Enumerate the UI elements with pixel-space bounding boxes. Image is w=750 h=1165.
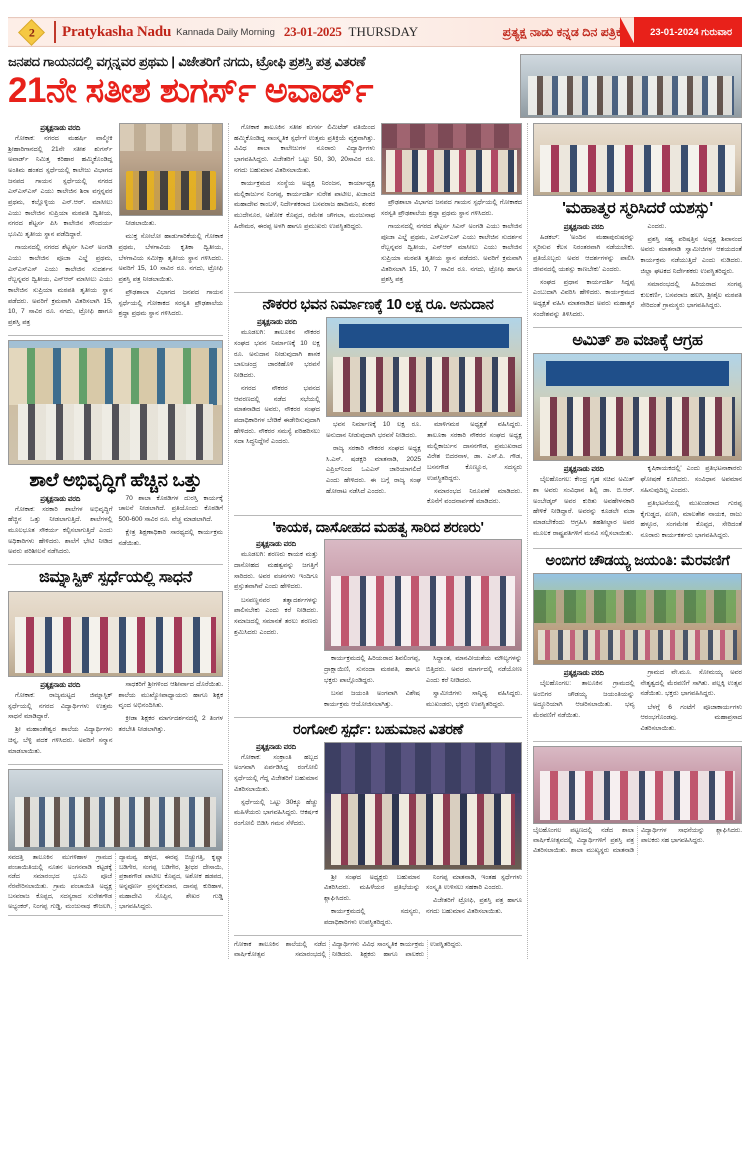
- newspaper-page: [0, 17, 750, 1165]
- right-low-col2: ಗ್ರಾಮದ ವೇ.ಮೂ. ಸೋಮಯ್ಯ ಅವರ ನೇತೃತ್ವದಲ್ಲಿ ಮೆರವಣಿಗೆ ಸಾಗಿತು. ಪಲ್ಲಕ್ಕಿ ಉತ್ಸವ ನಡೆಯಿತು. ಭಕ್ತರು ಭಾಗವಹಿಸಿದ್ದರು. ಬೆಳಗ್ಗೆ 6 ಗಂಟೆಗೆ ಪೂಜಾಕಾರ್ಯಗಳು ಆರಂಭಗೊಂಡವು. ಮಹಾಪ್ರಸಾದ ವಿತರಿಸಲಾಯಿತು.: [640, 668, 742, 732]
- mid-low-col2: ಶ್ರೀ ಸಂಘದ ಅಧ್ಯಕ್ಷರು ಬಹುಮಾನ ವಿತರಿಸಿದರು. ಮಹಿಳೆಯರ ಪ್ರತಿಭೆಯನ್ನು ಶ್ಲಾಘಿಸಿದರು. ಕಾರ್ಯಕ್ರಮದಲ್ಲಿ ಸದಸ್ಯರು, ಪದಾಧಿಕಾರಿಗಳು ಉಪಸ್ಥಿತರಿದ್ದರು.: [324, 873, 420, 926]
- mid-left-byline: ಪ್ರತ್ಯಕ್ಷನಾಡು ವರದಿ: [256, 319, 298, 327]
- middle-column: [228, 123, 528, 959]
- lead-kicker: ಜನಪದ ಗಾಯನದಲ್ಲಿ ವಗ್ಗನ್ನವರ ಪ್ರಥಮ | ವಿಜೇತರಿಗೆ ನಗದು, ಟ್ರೋಫಿ ಪ್ರಶಸ್ತಿ ಪತ್ರ ವಿತರಣೆ: [8, 54, 366, 69]
- right-top-byline: ಪ್ರತ್ಯಕ್ಷನಾಡು ವರದಿ: [563, 223, 604, 231]
- main-content: [8, 123, 742, 959]
- left-low-headline: ಜಿಮ್ನಾಸ್ಟಿಕ್ ಸ್ಪರ್ಧೆಯಲ್ಲಿ ಸಾಧನೆ: [38, 569, 193, 587]
- mid-left-col3: ಮಾಳಿಗಮಠ ಅಧ್ಯಕ್ಷತೆ ವಹಿಸಿದ್ದರು. ತಾಲೂಕಾ ಸರಕಾರಿ ನೌಕರರ ಸಂಘದ ಅಧ್ಯಕ್ಷ ಮಲ್ಲಿಕಾರ್ಜುನ ದಾಸನಗೌಡ, ಪ್ರಮುಖರಾದ ವಿರೇಶ ಬಿದರನಾಳ, ಡಾ. ಎಸ್.ಪಿ. ಗೌಡ, ಬಸನಗೌಡ ಕೊಣ್ಣೂರ, ಸದಸ್ಯರು ಉಪಸ್ಥಿತರಿದ್ದರು. ಸಮಾರಂಭದ ನಿರೂಪಣೆ ಮಾಡಿದರು. ಕೊನೆಗೆ ವಂದನಾರ್ಪಣೆ ಮಾಡಿದರು.: [427, 421, 522, 506]
- lead-secondary-photo: [381, 123, 522, 195]
- right-low-col1: ಬೈಲಹೊಂಗಲ: ತಾಲೂಕಿನ ಗ್ರಾಮದಲ್ಲಿ ಅಂಬಿಗರ ಚೌಡಯ್ಯ ಜಯಂತಿಯನ್ನು ಅದ್ಧೂರಿಯಾಗಿ ಆಚರಿಸಲಾಯಿತು. ಭವ್ಯ ಮೆರವಣಿಗೆ ನಡೆಯಿತು.: [533, 679, 635, 719]
- paper-title: Pratykasha Nadu: [62, 23, 172, 40]
- procession-photo: [533, 573, 742, 665]
- school-visit-photo: [8, 340, 223, 465]
- sharana-ceremony-photo: [324, 539, 522, 651]
- group-felicitation-photo: [533, 123, 742, 196]
- lead-story-col3b: ಪ್ರೌಢಶಾಲಾ ವಿಭಾಗದ ಜನಪದ ಗಾಯನ ಸ್ಪರ್ಧೆಯಲ್ಲಿ ಗೋಕಾಕದ ಸರಸ್ವತಿ ಪ್ರೌಢಶಾಲೆಯ ಶ್ರದ್ಧಾ ಪ್ರಥಮ ಸ್ಥಾನ ಗಳಿಸಿದರು. ಗಾಯನದಲ್ಲಿ ನಗರದ ಶೆಟ್ಟರ್ಸ ಸಿಎನ್ ಅಂಗಡಿ ಎಯು ಕಾಲೇಜಿನ ಪೂಜಾ ಎಲ್ಡೆ ಪ್ರಥಮ, ಎಸ್ಎಸ್ಎಸ್ ಎಯು ಕಾಲೇಜಿನ ಸುದರ್ಶನ ರೆಬ್ಬನ್ನವರ ದ್ವಿತೀಯ, ಎನ್ಆರ್ ಮಾಸೀಲು ಎಯು ಕಾಲೇಜಿನ ಸುಪ್ರಿಯಾ ಮಠಪತಿ ತೃತೀಯ ಸ್ಥಾನ ಪಡೆದರು. ಅವರಿಗೆ ಕ್ರಮವಾಗಿ ವಿತರಿಸಲಾಗಿ 15, 10, 7 ಸಾವಿರ ರೂ. ನಗದು, ಟ್ರೋಫಿ ಹಾಗೂ ಪ್ರಶಸ್ತಿ ಪತ್ರ: [381, 199, 522, 284]
- mid-low-byline: ಪ್ರತ್ಯಕ್ಷನಾಡು ವರದಿ: [255, 743, 297, 751]
- right-mid-col1: ಬೈಲಹೊಂಗಲ: ಕೇಂದ್ರ ಗೃಹ ಸಚಿವ ಅಮಿತ್ ಶಾ ಅವರು ಸಂವಿಧಾನ ಶಿಲ್ಪಿ ಡಾ. ಬಿ.ಆರ್. ಅಂಬೇಡ್ಕರ್ ಅವರ ಕುರಿತು ಅವಹೇಳನಕಾರಿ ಹೇಳಿಕೆ ನೀಡಿದ್ದಾರೆ. ಅವರನ್ನು ಕೂಡಲೇ ವಜಾ ಮಾಡಬೇಕೆಂದು ಆಗ್ರಹಿಸಿ ತಹಶೀಲ್ದಾರ ಅವರ ಮೂಲಕ ರಾಷ್ಟ್ರಪತಿಗಳಿಗೆ ಮನವಿ ಸಲ್ಲಿಸಲಾಯಿತು.: [533, 476, 635, 537]
- mid-mid-byline: ಪ್ರತ್ಯಕ್ಷನಾಡು ವರದಿ: [255, 541, 297, 549]
- mid-mid-col1: ಮೂಡಲಗಿ: ಶರಣರು ಕಾಯಕ ಮತ್ತು ದಾಸೋಹದ ಮಹತ್ವವನ್ನು ಜಗತ್ತಿಗೆ ಸಾರಿದರು. ಅವರ ವಚನಗಳು ಇಂದಿಗೂ ಪ್ರಸ್ತುತವಾಗಿವೆ ಎಂದು ಹೇಳಿದರು. ಬಸವಣ್ಣನವರ ತತ್ವಾದರ್ಶಗಳನ್ನು ಪಾಲಿಸಬೇಕು ಎಂದು ಕರೆ ನೀಡಿದರು. ಸಮಾಜದಲ್ಲಿ ಸಮಾನತೆ ತರಲು ಶರಣರು ಶ್ರಮಿಸಿದರು ಎಂದರು.: [234, 551, 318, 636]
- mid-left-col1: ಮೂಡಲಗಿ: ತಾಲೂಕಿನ ನೌಕರರ ಸಂಘದ ಭವನ ನಿರ್ಮಾಣಕ್ಕೆ 10 ಲಕ್ಷ ರೂ. ಅನುದಾನ ನೀಡುವುದಾಗಿ ಶಾಸಕ ಬಾಲಚಂದ್ರ ಜಾರಕಿಹೊಳಿ ಭರವಸೆ ನೀಡಿದರು. ನಗರದ ನೌಕರರ ಭವನದ ಆವರಣದಲ್ಲಿ ನಡೆದ ಸಭೆಯಲ್ಲಿ ಮಾತನಾಡಿದ ಅವರು, ನೌಕರರ ಸಂಘದ ಪದಾಧಿಕಾರಿಗಳ ಬೇಡಿಕೆ ಈಡೇರಿಸುವುದಾಗಿ ಹೇಳಿದರು. ನೌಕರರ ಸಮಸ್ಯೆ ಪರಿಹರಿಸಲು ಸದಾ ಸಿದ್ಧನಿದ್ದೇನೆ ಎಂದರು.: [234, 329, 320, 446]
- logo-number: 2: [28, 24, 34, 39]
- gymnastics-award-photo: [8, 591, 223, 677]
- mid-low-col1: ಗೋಕಾಕ: ಸಂಕ್ರಾಂತಿ ಹಬ್ಬದ ಅಂಗವಾಗಿ ಏರ್ಪಡಿಸಿದ್ದ ರಂಗೋಲಿ ಸ್ಪರ್ಧೆಯಲ್ಲಿ ಗೆದ್ದ ವಿಜೇತರಿಗೆ ಬಹುಮಾನ ವಿತರಿಸಲಾಯಿತು. ಸ್ಪರ್ಧೆಯಲ್ಲಿ ಒಟ್ಟು 30ಕ್ಕೂ ಹೆಚ್ಚು ಮಹಿಳೆಯರು ಭಾಗವಹಿಸಿದ್ದರು. ಆಕರ್ಷಕ ರಂಗೋಲಿ ಬಿಡಿಸಿ ಗಮನ ಸೆಳೆದರು.: [234, 753, 318, 828]
- right-top-col2: ಎಂದರು. ಪ್ರಶಸ್ತಿ ಸಹ್ಯ ಪರಿಷತ್ತಿನ ಅಧ್ಯಕ್ಷ ಶಿವಾನಂದ ಅವರು ಮಾತನಾಡಿ ಸ್ವಾಮೀಜಿಗಳ ಆಶಯದಂತೆ ಕಾರ್ಯಕ್ರಮ ನಡೆಯುತ್ತಿದೆ ಎಂದು ನುಡಿದರು. ಜಿಲ್ಲಾ ಘಟಕದ ನಿರ್ದೇಶಕರು ಉಪಸ್ಥಿತರಿದ್ದರು. ಸಮಾರಂಭದಲ್ಲಿ ಹಿರಿಯರಾದ ಸಂಗಪ್ಪ ಕುಲಕರ್ಣಿ, ಬಸವರಾಜ ಹಲಗಿ, ಶ್ರೀಶೈಲ ಮಠಪತಿ ಸೇರಿದಂತೆ ಗ್ರಾಮಸ್ಥರು ಭಾಗವಹಿಸಿದ್ದರು.: [640, 222, 742, 310]
- lead-story-col2: ನೀಡಲಾಯಿತು. ಮುಕ್ತ ಸೋಲೋ ಹಾಡುಗಾರಿಕೆಯಲ್ಲಿ ಗೋಕಾಕ ಪ್ರಥಮ, ಬೆಳಗಾವಿಯ ಕೃತಿಕಾ ದ್ವಿತೀಯ, ಬೆಳಗಾವಿಯ ಸಮೀಕ್ಷಾ ತೃತೀಯ ಸ್ಥಾನ ಗಳಿಸಿದರು. ಅವರಿಗೆ 15, 10 ಸಾವಿರ ರೂ. ನಗದು, ಟ್ರೋಫಿ ಪ್ರಶಸ್ತಿ ಪತ್ರ ನೀಡಲಾಯಿತು. ಪ್ರೌಢಶಾಲಾ ವಿಭಾಗದ ಜನಪದ ಗಾಯನ ಸ್ಪರ್ಧೆಯಲ್ಲಿ ಗೋಕಾಕದ ಸರಸ್ವತಿ ಪ್ರೌಢಶಾಲೆಯ ಶ್ರದ್ಧಾ ಪ್ರಥಮ ಸ್ಥಾನ ಗಳಿಸಿದರು.: [118, 220, 223, 318]
- masthead-logo: [8, 19, 54, 45]
- masthead: [8, 17, 742, 47]
- lead-headline: 21ನೇ ಸತೀಶ ಶುಗರ್ಸ್ ಅವಾರ್ಡ್: [8, 71, 373, 111]
- masthead-date: 23-01-2025: [283, 24, 342, 39]
- mid-low-headline: ರಂಗೋಲಿ ಸ್ಪರ್ಧೆ: ಬಹುಮಾನ ವಿತರಣೆ: [293, 721, 463, 738]
- lead-award-photo: [520, 54, 742, 118]
- officials-group-photo: [326, 317, 522, 417]
- left-mid-byline: ಪ್ರತ್ಯಕ್ಷನಾಡು ವರದಿ: [40, 495, 81, 503]
- lead-story-col1: ಗೋಕಾಕ: ನಗರದ ಮಹರ್ಷಿ ವಾಲ್ಮೀಕಿ ಶ್ರೀಹಾರಿಗಾನದಲ್ಲಿ 21ನೇ ಸತೀಶ ಶುಗರ್ಸ್ ಅವಾರ್ಡ್ ನಿಮಿತ್ತ ಕರಿಹಾರ ಹಮ್ಮಿಕೊಂಡಿದ್ದ ಅಂತಿಮ ಹಂತದ ಸ್ಪರ್ಧೆಯಲ್ಲಿ ಕಾಲೇಜು ವಿಭಾಗದ ಜನಪದ ಗಾಯನ ಸ್ಪರ್ಧೆಯಲ್ಲಿ ನಗರದ ಎಸ್ಎಸ್ಎಸ್ ಎಯು ಕಾಲೇಜಿನ ಶಿರಾ ವಗ್ಗನ್ನವರ ಪ್ರಥಮ, ಕಲ್ಲೊಳ್ಳಿಯ ಎನ್.ಆರ್. ಮಾಸೀಲು ಎಯು ಕಾಲೇಜಿನ ಸುಪ್ರಿಯಾ ಮಠಪತಿ ದ್ವಿತೀಯ, ನಗರದ ಶೆಟ್ಟರ್ಸ ಪಿಸಿ ಕಾಲೇಜಿನ ಸೌಂದರ್ಯ ಭೂಮಿ ತೃತೀಯ ಸ್ಥಾನ ಪಡೆದಿದ್ದಾರೆ. ಗಾಯನದಲ್ಲಿ ನಗರದ ಶೆಟ್ಟರ್ಸ ಸಿಎನ್ ಅಂಗಡಿ ಎಯು ಕಾಲೇಜಿನ ಪೂಜಾ ಎಲ್ಡೆ ಪ್ರಥಮ, ಎಸ್ಎಸ್ಎಸ್ ಎಯು ಕಾಲೇಜಿನ ಸುದರ್ಶನ ರೆಬ್ಬನ್ನವರ ದ್ವಿತೀಯ, ಎನ್ಆರ್ ಮಾಸೀಲು ಎಯು ಕಾಲೇಜಿನ ಸುಪ್ರಿಯಾ ಮಠಪತಿ ತೃತೀಯ ಸ್ಥಾನ ಪಡೆದರು. ಅವರಿಗೆ ಕ್ರಮವಾಗಿ ವಿತರಿಸಲಾಗಿ 15, 10, 7 ಸಾವಿರ ರೂ. ನಗದು, ಟ್ರೋಫಿ ಹಾಗೂ ಪ್ರಶಸ್ತಿ ಪತ್ರ: [8, 135, 113, 326]
- left-low-col1: ಗೋಕಾಕ: ರಾಜ್ಯಮಟ್ಟದ ಜಿಮ್ನಾಸ್ಟಿಕ್ ಸ್ಪರ್ಧೆಯಲ್ಲಿ ನಗರದ ವಿದ್ಯಾರ್ಥಿಗಳು ಉತ್ತಮ ಸಾಧನೆ ಮಾಡಿದ್ದಾರೆ. ಶ್ರೀ ಮಹಾಂತೇಶ್ವರ ಶಾಲೆಯ ವಿದ್ಯಾರ್ಥಿಗಳು ಚಿನ್ನ, ಬೆಳ್ಳಿ ಪದಕ ಗಳಿಸಿದರು. ಅವರಿಗೆ ಸನ್ಮಾನ ಮಾಡಲಾಯಿತು.: [8, 691, 113, 755]
- left-mid-col1: ಗೋಕಾಕ: ಸರಕಾರಿ ಶಾಲೆಗಳ ಅಭಿವೃದ್ಧಿಗೆ ಹೆಚ್ಚಿನ ಒತ್ತು ನೀಡಲಾಗುತ್ತಿದೆ. ಶಾಲೆಗಳಲ್ಲಿ ಮೂಲಭೂತ ಸೌಕರ್ಯ ಕಲ್ಪಿಸಲಾಗುತ್ತಿದೆ ಎಂದು ಅಧಿಕಾರಿಗಳು ಹೇಳಿದರು. ಶಾಲೆಗೆ ಭೇಟಿ ನೀಡಿದ ಅವರು ಪರಿಶೀಲನೆ ನಡೆಸಿದರು.: [8, 505, 113, 556]
- right-mid-col2: ಕೃಷಿಕಾಯಕದಲ್ಲಿ' ಎಂದು ಪ್ರತಿಭಟನಾಕಾರರು ಘೋಷಣೆ ಕೂಗಿದರು. ಸಂವಿಧಾನ ಅಪಮಾನ ಸಹಿಸುವುದಿಲ್ಲ ಎಂದರು. ಪ್ರತಿಭಟನೆಯಲ್ಲಿ ಮುಖಂಡರಾದ ಗುರಪ್ಪ ಕೈಗುಡ್ಡದ, ಏಣಗಿ, ಮಾಲತೇಶ ನಾಯಕ, ರಾಜು ಹಳ್ಳೂರ, ಸಂಗಮೇಶ ಕೊಪ್ಪದ, ಸೇರಿದಂತೆ ನೂರಾರು ಕಾರ್ಯಕರ್ತರು ಭಾಗವಹಿಸಿದ್ದರು.: [640, 465, 742, 539]
- diamond-logo-icon: [18, 19, 45, 46]
- bottom-left-photo: [8, 769, 223, 851]
- paper-subtitle: Kannada Daily Morning: [176, 26, 275, 38]
- right-column: [528, 123, 742, 959]
- bottom-mid-caption: ಗೋಕಾಕ ತಾಲೂಕಿನ ಶಾಲೆಯಲ್ಲಿ ನಡೆದ ವಾರ್ಷಿಕೋತ್ಸವ ಸಮಾರಂಭದಲ್ಲಿ ವಿದ್ಯಾರ್ಥಿಗಳು ವಿವಿಧ ಸಾಂಸ್ಕೃತಿಕ ಕಾರ್ಯಕ್ರಮ ನೀಡಿದರು. ಶಿಕ್ಷಕರು ಹಾಗೂ ಪಾಲಕರು ಉಪಸ್ಥಿತರಿದ್ದರು.: [234, 940, 463, 958]
- mid-mid-col2: ಕಾರ್ಯಕ್ರಮದಲ್ಲಿ ಹಿರಿಯರಾದ ಶಿವಲಿಂಗಪ್ಪ, ದ್ರಾಕ್ಷಾಯಿಣಿ, ಸುನಂದಾ ಮಠಪತಿ, ಹಾಗೂ ಭಕ್ತರು ಪಾಲ್ಗೊಂಡಿದ್ದರು. ಬಸವ ಜಯಂತಿ ಅಂಗವಾಗಿ ವಿಶೇಷ ಕಾರ್ಯಕ್ರಮ ಆಯೋಜಿಸಲಾಗಿತ್ತು.: [324, 655, 420, 708]
- mid-left-headline: ನೌಕರರ ಭವನ ನಿರ್ಮಾಣಕ್ಕೆ 10 ಲಕ್ಷ ರೂ. ಅನುದಾನ: [262, 297, 494, 314]
- mid-mid-col3: ಸಿದ್ಧಾಂತ, ಮಾನವೀಯತೆಯ ಮೌಲ್ಯಗಳನ್ನು ಬಿತ್ತಿದರು. ಅವರ ಮಾರ್ಗದಲ್ಲಿ ನಡೆಯೋಣ ಎಂದು ಕರೆ ನೀಡಿದರು. ಸ್ವಾಮೀಜಿಗಳು ಸಾನ್ನಿಧ್ಯ ವಹಿಸಿದ್ದರು. ಮುಖಂಡರು, ಭಕ್ತರು ಉಪಸ್ಥಿತರಿದ್ದರು.: [426, 655, 522, 708]
- right-top-col1: ಹಿಡಕಲ್: 'ಅಂದಿನ ಮಹಾಪುರುಷರನ್ನು ಸ್ಮರಿಸುವ ಕೆಲಸ ನಿರಂತರವಾಗಿ ನಡೆಯಬೇಕು. ಪ್ರತಿಯೊಬ್ಬರು ಅವರ ಆದರ್ಶಗಳನ್ನು ಪಾಲಿಸಿ ಜೀವನದಲ್ಲಿ ಯಶಸ್ಸು ಕಾಣಬೇಕು' ಎಂದರು. ಸಂಘದ ಪ್ರಧಾನ ಕಾರ್ಯದರ್ಶಿ ಸಿದ್ದಪ್ಪ ಎಂಬುದಾಗಿ ವಿವರಿಸಿ ಹೇಳಿದರು. ಕಾರ್ಯಕ್ರಮದ ಅಧ್ಯಕ್ಷತೆ ವಹಿಸಿ ಮಾತನಾಡಿದ ಅವರು ಮಹಾತ್ಮರ ಸಂದೇಶವನ್ನು ತಿಳಿಸಿದರು.: [533, 233, 635, 318]
- right-low-byline: ಪ್ರತ್ಯಕ್ಷನಾಡು ವರದಿ: [563, 669, 604, 677]
- masthead-divider: [54, 21, 56, 43]
- right-low-headline: ಅಂಬಿಗರ ಚೌಡಯ್ಯ ಜಯಂತಿ: ಮೆರವಣಿಗೆ: [545, 553, 730, 570]
- lead-hall-photo: [119, 123, 224, 216]
- bottom-right-caption: ಬೈಲಹೊಂಗಲ ಪಟ್ಟಣದಲ್ಲಿ ನಡೆದ ಶಾಲಾ ವಾರ್ಷಿಕೋತ್ಸವದಲ್ಲಿ ವಿದ್ಯಾರ್ಥಿಗಳಿಗೆ ಪ್ರಶಸ್ತಿ ಪತ್ರ ವಿತರಿಸಲಾಯಿತು. ಶಾಲಾ ಮುಖ್ಯಸ್ಥರು ಮಾತನಾಡಿ ವಿದ್ಯಾರ್ಥಿಗಳ ಸಾಧನೆಯನ್ನು ಶ್ಲಾಘಿಸಿದರು. ಪಾಲಕರು ಸಹ ಭಾಗವಹಿಸಿದ್ದರು.: [533, 827, 742, 854]
- lead-story-col3: ಗೋಕಾಕ ತಾಲೂಕಿನ ಸತೀಶ ಶುಗರ್ಸ ಲಿಮಿಟೆಡ್ ವತಿಯಿಂದ ಹಮ್ಮಿಕೊಂಡಿದ್ದ ಸಾಂಸ್ಕೃತಿಕ ಸ್ಪರ್ಧೆಗೆ ಉತ್ತಮ ಪ್ರತಿಕ್ರಿಯೆ ವ್ಯಕ್ತವಾಗಿತ್ತು. ವಿವಿಧ ಶಾಲಾ ಕಾಲೇಜುಗಳ ನೂರಾರು ವಿದ್ಯಾರ್ಥಿಗಳು ಭಾಗವಹಿಸಿದ್ದರು. ವಿಜೇತರಿಗೆ ಒಟ್ಟು 50, 30, 20ಸಾವಿರ ರೂ. ನಗದು ಬಹುಮಾನ ವಿತರಿಸಲಾಯಿತು. ಕಾರ್ಯಕ್ರಮದ ಸಂಸ್ಥೆಯ ಅಧ್ಯಕ್ಷ ನಿರಂಜನ, ಕಾರ್ಯಾಧ್ಯಕ್ಷ ಮಲ್ಲಿಕಾರ್ಜುನ ನಿಂಗಪ್ಪ, ಕಾರ್ಯದರ್ಶಿ ಸುರೇಶ ಪಾಟೀಲ, ಖಜಾಂಚಿ ಮಹಾದೇವ ಕಾಂಬಳೆ, ನಿರ್ದೇಶಕರಾದ ಬಸವರಾಜ ಹಾದಿಮನಿ, ಶಂಕರ ಮುದೇನೂರ, ಅಶೋಕ ಕೊಪ್ಪದ, ರಮೇಶ ಚೌಗಲಾ, ಮಂಜುನಾಥ ಹಿರೇಮಠ, ಈರಪ್ಪ ಅಳಗಿ ಹಾಗೂ ಪ್ರಮುಖರು ಉಪಸ್ಥಿತರಿದ್ದರು.: [234, 124, 375, 230]
- masthead-day: THURSDAY: [348, 24, 419, 39]
- masthead-date-tab: 23-01-2024 ಗುರುವಾರ: [634, 17, 742, 47]
- lead-header-block: [8, 54, 742, 118]
- bottom-right-photo: [533, 746, 742, 824]
- right-top-headline: 'ಮಹಾತ್ಮರ ಸ್ಮರಿಸಿದರೆ ಯಶಸ್ಸು': [562, 200, 713, 217]
- mid-mid-headline: 'ಕಾಯಕ, ದಾಸೋಹದ ಮಹತ್ವ ಸಾರಿದ ಶರಣರು': [272, 519, 484, 536]
- bottom-left-caption: ಸವದತ್ತಿ ತಾಲೂಕಿನ ಮುಗಳಿಹಾಳ ಗ್ರಾಮದ ಪಂಚಾಯಿತಿಯಲ್ಲಿ ನೂತನ ಅಂಗನವಾಡಿ ಕಟ್ಟಡಕ್ಕೆ ನಡೆದ ಸಮಾರಂಭದ ಭೂಮಿ ಪೂಜೆ ನೆರವೇರಿಸಲಾಯಿತು. ಗ್ರಾಮ ಪಂಚಾಯಿತಿ ಅಧ್ಯಕ್ಷ ಬಸವರಾಜ ಕೊಪ್ಪದ, ಸದಸ್ಯರಾದ ಸುರೇಶಗೌಡ ಅಭ್ಯಂಕರ್, ನಿಂಗಪ್ಪ ಗುಡ್ಡಿ, ಮಂಜುನಾಥ ಕೌಜಲಗಿ, ದ್ಯಾಮವ್ವ ಹಳ್ಳದ, ಈರಪ್ಪ ಬಿಚ್ಚುಗತ್ತಿ, ಕೃಷ್ಣಾ ಬಡಿಗೇರ, ಸಂಗಪ್ಪ ಬಡಿಗೇರ, ಶ್ರೀಧರ ದೇಸಾಯಿ, ಪ್ರಕಾಶಗೌಡ ಪಾಟೀಲ ಕೊಪ್ಪದ, ಅಶೋಕ ಹಡಪದ, ಅನ್ನಪೂರ್ಣ ಪ್ರಸನ್ನಕುಮಾರ, ದಾನಪ್ಪ ಕುರಿಹಾಳ, ಮಹಾದೇವಿ ಸೊಪ್ಪಿನ, ಶೇಖರ ಗುಡ್ಡಿ ಭಾಗವಹಿಸಿದ್ದರು.: [8, 853, 223, 910]
- lead-text-block: [8, 54, 514, 118]
- mid-left-col2: ಭವನ ನಿರ್ಮಾಣಕ್ಕೆ 10 ಲಕ್ಷ ರೂ. ಅನುದಾನ ನೀಡುವುದಾಗಿ ಭರವಸೆ ನೀಡಿದರು. ರಾಜ್ಯ ಸರಕಾರಿ ನೌಕರರ ಸಂಘದ ಅಧ್ಯಕ್ಷ ಸಿ.ಎಸ್. ಷಡಕ್ಷರಿ ಮಾತನಾಡಿ, 2025 ಎಪ್ರಿಲ್‌ನಿಂದ ಒಎಎಸ್ ಜಾರಿಯಾಗಲಿದೆ ಎಂದು ಹೇಳಿದರು. ಈ ಬಗ್ಗೆ ರಾಜ್ಯ ಸಂಘ ಹೋರಾಟ ನಡೆಸಿದೆ ಎಂದರು.: [326, 421, 421, 495]
- left-column: [8, 123, 228, 959]
- left-mid-col2: 70 ಶಾಲಾ ಕೊಠಡಿಗಳ ದುರಸ್ತಿ ಕಾರ್ಯಕ್ಕೆ ಚಾಲನೆ ನೀಡಲಾಗಿದೆ. ಪ್ರತಿಯೊಂದು ಕೊಠಡಿಗೆ 500-600 ಸಾವಿರ ರೂ. ವೆಚ್ಚ ಮಾಡಲಾಗಿದೆ. ಕ್ಷೇತ್ರ ಶಿಕ್ಷಣಾಧಿಕಾರಿ ಸಾರಥ್ಯದಲ್ಲಿ ಕಾರ್ಯಕ್ರಮ ನಡೆಯಿತು.: [118, 494, 223, 547]
- masthead-kannada-title: ಪ್ರತ್ಯಕ್ಷ ನಾಡು ಕನ್ನಡ ದಿನ ಪತ್ರಿಕೆ: [502, 24, 623, 39]
- left-low-byline: ಪ್ರತ್ಯಕ್ಷನಾಡು ವರದಿ: [40, 681, 81, 689]
- left-mid-headline: ಶಾಲೆ ಅಭಿವೃದ್ಧಿಗೆ ಹೆಚ್ಚಿನ ಒತ್ತು: [29, 469, 202, 491]
- right-mid-byline: ಪ್ರತ್ಯಕ್ಷನಾಡು ವರದಿ: [563, 466, 604, 474]
- mid-low-col3: ನಿಂಗಪ್ಪ ಮಾತನಾಡಿ, ಇಂತಹ ಸ್ಪರ್ಧೆಗಳು ಸಂಸ್ಕೃತಿ ಉಳಿಸಲು ಸಹಕಾರಿ ಎಂದರು. ವಿಜೇತರಿಗೆ ಟ್ರೋಫಿ, ಪ್ರಶಸ್ತಿ ಪತ್ರ ಹಾಗೂ ನಗದು ಬಹುಮಾನ ವಿತರಿಸಲಾಯಿತು.: [426, 873, 522, 916]
- right-mid-headline: ಅಮಿತ್ ಶಾ ವಜಾಕ್ಕೆ ಆಗ್ರಹ: [572, 331, 703, 349]
- protest-memorandum-photo: [533, 353, 742, 461]
- left-low-col2: ಸಾಧಕರಿಗೆ ಶ್ರೀಗಳಿಂದ ಆಶೀರ್ವಾದ ದೊರೆಯಿತು. ಶಾಲೆಯ ಮುಖ್ಯೋಪಾಧ್ಯಾಯರು ಹಾಗೂ ಶಿಕ್ಷಕ ವೃಂದ ಅಭಿನಂದಿಸಿತು. ಕ್ರೀಡಾ ಶಿಕ್ಷಕರ ಮಾರ್ಗದರ್ಶನದಲ್ಲಿ 2 ತಿಂಗಳ ತರಬೇತಿ ನೀಡಲಾಗಿತ್ತು.: [118, 680, 223, 734]
- rangoli-competition-photo: [324, 742, 522, 870]
- byline: ಪ್ರತ್ಯಕ್ಷನಾಡು ವರದಿ: [40, 125, 81, 132]
